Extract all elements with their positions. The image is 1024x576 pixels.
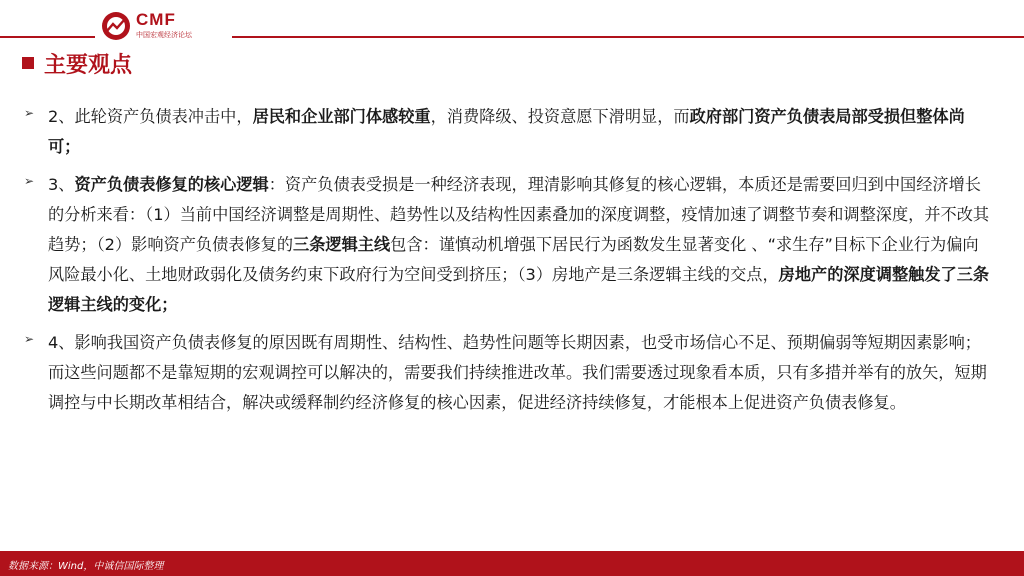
logo-subtext: 中国宏观经济论坛: [136, 31, 192, 39]
cmf-logo: [100, 8, 230, 44]
data-source: 数据来源：Wind，中诚信国际整理: [8, 561, 164, 572]
header-rule-left: [0, 36, 95, 38]
bold-segment: 资产负债表修复的核心逻辑: [74, 175, 269, 194]
bold-segment: 居民和企业部门体感较重: [252, 107, 431, 126]
bold-segment: 房地产的深度调整触发了三条逻辑主线的变化；: [48, 265, 990, 314]
bullet-item: [22, 328, 992, 418]
bullet-arrow-icon: ➢: [24, 106, 35, 120]
footer-bar: [0, 551, 1024, 576]
bold-segment: 三条逻辑主线: [293, 235, 391, 254]
text-segment: 包含：谨慎动机增强下居民行为函数发生显著变化 、“求生存”目标下企业行为偏向风险最小化、土地财政弱化及债务约束下政府行为空间受到挤压；（3）房地产是三条逻辑主线的交点，: [48, 235, 979, 284]
cmf-logo-icon: [100, 10, 132, 42]
text-segment: ：资产负债表受损是一种经济表现，理清影响其修复的核心逻辑，本质还是需要回归到中国经济增长的分析来看：（1）当前中国经济调整是周期性、趋势性以及结构性因素叠加的深度调整，疫情加速了调整节奏和调整深度，并不改其趋势；（2）影响资产负债表修复的: [48, 175, 990, 254]
bullet-text: [48, 170, 992, 320]
bullet-list: [22, 102, 992, 426]
bullet-arrow-icon: ➢: [24, 174, 35, 188]
text-segment: 2、此轮资产负债表冲击中，: [48, 107, 253, 126]
header-rule-right: [232, 36, 1024, 38]
bullet-item: [22, 102, 992, 162]
title-square-icon: [22, 57, 34, 69]
logo-text: CMF: [136, 10, 176, 29]
text-segment: ，消费降级、投资意愿下滑明显，而: [430, 107, 690, 126]
bullet-text: [48, 328, 992, 418]
bullet-arrow-icon: ➢: [24, 332, 35, 346]
text-segment: 4、影响我国资产负债表修复的原因既有周期性、结构性、趋势性问题等长期因素，也受市场信心不足、预期偏弱等短期因素影响；而这些问题都不是靠短期的宏观调控可以解决的，需要我们持续推进改革。我们需要透过现象看本质，只有多措并举有的放矢，短期调控与中长期改革相结合，解决或缓释制约经济修复的核心因素，促进经济持续修复，才能根本上促进资产负债表修复。: [48, 333, 987, 412]
page-title: 主要观点: [44, 52, 133, 78]
bullet-item: [22, 170, 992, 320]
bullet-text: [48, 102, 992, 162]
text-segment: 3、: [48, 175, 75, 194]
bold-segment: 政府部门资产负债表局部受损但整体尚可；: [48, 107, 965, 156]
section-title: [22, 48, 132, 78]
